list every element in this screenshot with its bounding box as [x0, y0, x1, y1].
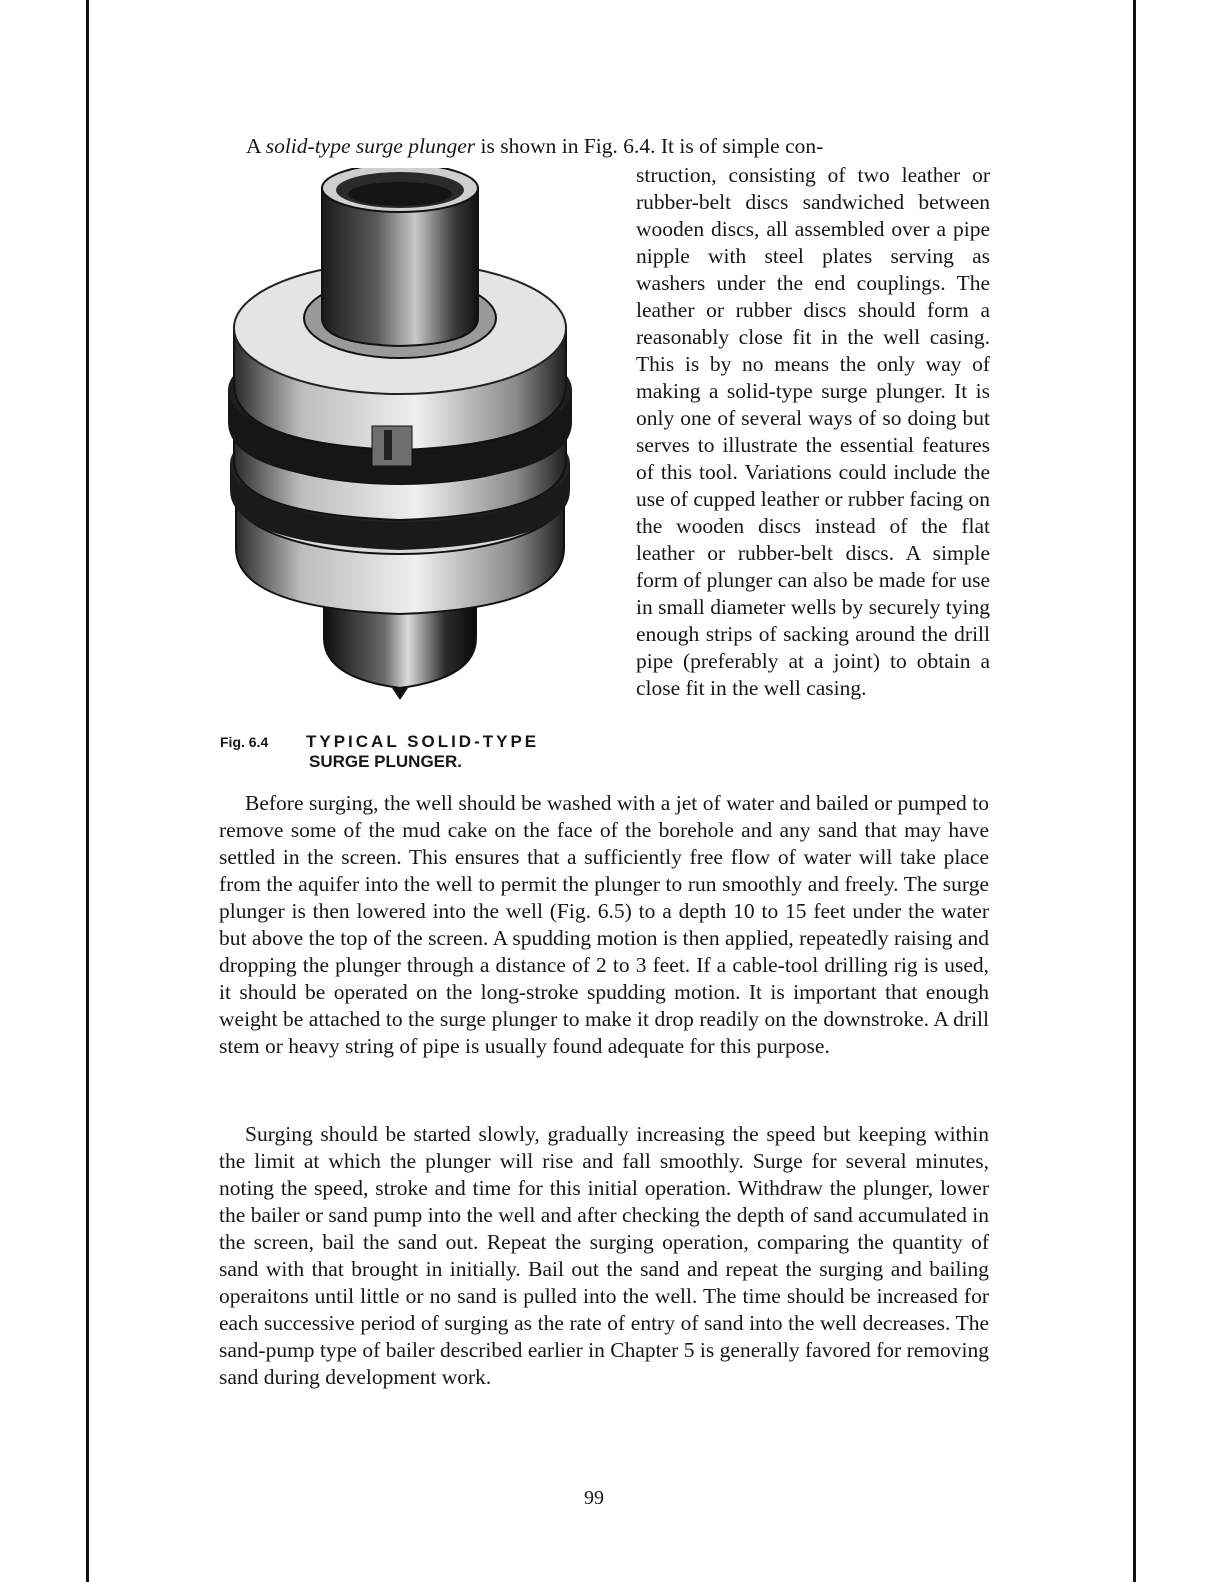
surge-plunger-figure	[222, 168, 580, 702]
figure-number: Fig. 6.4	[220, 734, 269, 750]
page-number: 99	[584, 1487, 604, 1509]
page-border-left	[86, 0, 89, 1582]
figure-title-line2: SURGE PLUNGER.	[309, 752, 463, 771]
paragraph-surging-procedure: Surging should be started slowly, gradually increasing the speed but keeping within the limit at which the plunger will rise and fall smoothly. Surge for several minutes, noting the speed, stroke and time for this initial operation. Withdraw the plunger, lower the bailer or sand pump into the well and after checking the depth of sand accumulated in the screen, bail the sand out. Repeat the surging operation, comparing the quantity of sand with that brought in initially. Bail out the sand and repeat the surging and bailing operaitons until little or no sand is pulled into the well. The time should be increased for each successive period of surging as the rate of entry of sand into the well decreases. The sand-pump type of bailer described earlier in Chapter 5 is generally favored for removing sand during development work.	[219, 1122, 989, 1389]
intro-line: A solid-type surge plunger is shown in Fig. 6.4. It is of simple con-	[246, 134, 824, 158]
paragraph-before-surging: Before surging, the well should be washed with a jet of water and bailed or pumped to remove some of the mud cake on the face of the borehole and any sand that may have settled in the screen. This ensures that a sufficiently free flow of water will take place from the aquifer into the well to permit the plunger to run smoothly and freely. The surge plunger is then lowered into the well (Fig. 6.5) to a depth 10 to 15 feet under the water but above the top of the screen. A spudding motion is then applied, repeatedly raising and dropping the plunger through a distance of 2 to 3 feet. If a cable-tool drilling rig is used, it should be operated on the long-stroke spudding motion. It is important that enough weight be attached to the surge plunger to make it drop readily on the downstroke. A drill stem or heavy string of pipe is usually found adequate for this purpose.	[219, 791, 989, 1058]
page-border-right	[1133, 0, 1136, 1582]
figure-side-text: struction, consisting of two leather or rubber-belt discs sandwiched between wooden discs, all assembled over a pipe nipple with steel plates serving as washers under the end couplings. The leather or rubber discs should form a reasonably close fit in the well casing. This is by no means the only way of making a solid-type surge plunger. It is only one of several ways of so doing but serves to illustrate the essential features of this tool. Variations could include the use of cupped leather or rubber facing on the wooden discs instead of the flat leather or rubber-belt discs. A simple form of plunger can also be made for use in small diameter wells by securely tying enough strips of sacking around the drill pipe (preferably at a joint) to obtain a close fit in the well casing.	[636, 163, 991, 700]
figure-caption	[220, 732, 600, 772]
figure-title-line1: TYPICAL SOLID-TYPE	[306, 732, 540, 751]
